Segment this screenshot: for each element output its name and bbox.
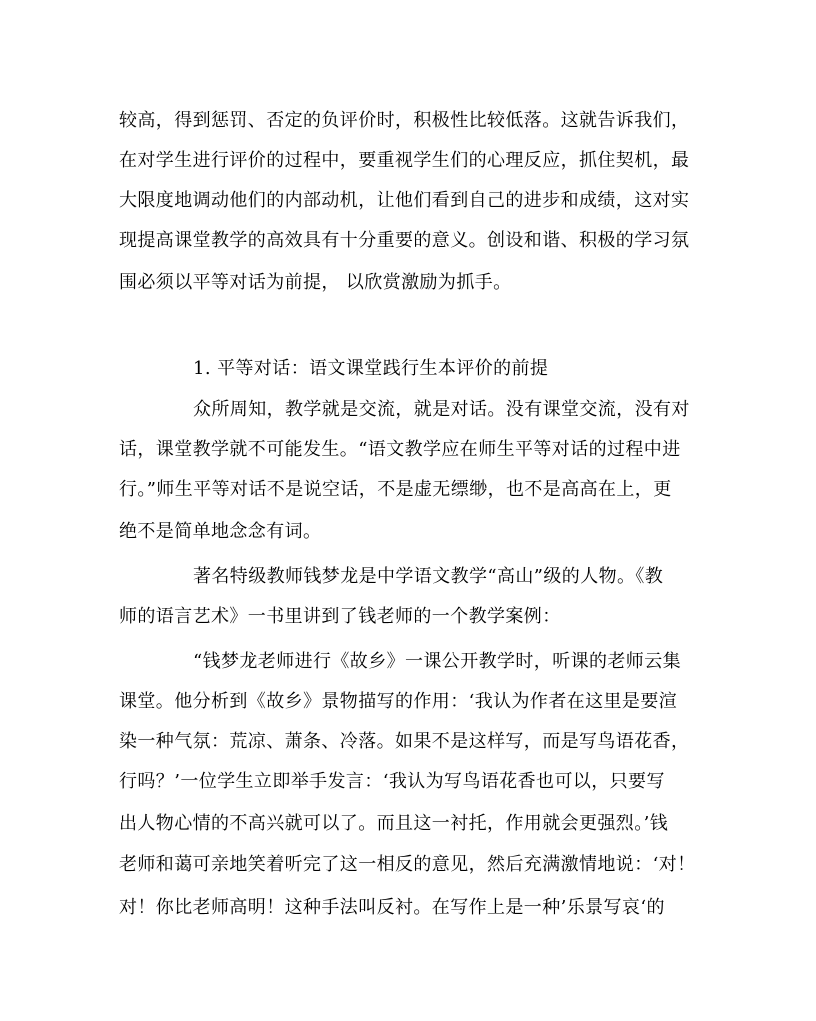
- text-line-11: 著名特级教师钱梦龙是中学语文教学“高山”级的人物。《教: [193, 566, 664, 587]
- text-line-4: 现提高课堂教学的高效具有十分重要的意义。创设和谐、积极的学习氛: [119, 230, 690, 251]
- text-line-3: 大限度地调动他们的内部动机，让他们看到自己的进步和成绩，这对实: [119, 190, 690, 211]
- text-line-10: 绝不是简单地念念有词。: [119, 521, 322, 542]
- text-line-8: 话，课堂教学就不可能发生。“语文教学应在师生平等对话的过程中进: [119, 439, 681, 460]
- text-line-1: 较高，得到惩罚、否定的负评价时，积极性比较低落。这就告诉我们，: [119, 110, 690, 131]
- text-line-16: 行吗？’一位学生立即举手发言：‘我认为写鸟语花香也可以，只要写: [119, 771, 665, 792]
- text-line-17: 出人物心情的不高兴就可以了。而且这一衬托，作用就会更强烈。’钱: [119, 813, 669, 834]
- section-heading: 1. 平等对话：语文课堂践行生本评价的前提: [193, 358, 549, 379]
- text-line-19: 对！你比老师高明！这种手法叫反衬。在写作上是一种’乐景写哀‘的: [119, 897, 665, 918]
- text-line-15: 染一种气氛：荒凉、萧条、冷落。如果不是这样写，而是写鸟语花香，: [119, 731, 690, 752]
- text-line-12: 师的语言艺术》一书里讲到了钱老师的一个教学案例：: [119, 606, 561, 627]
- text-line-9: 行。”师生平等对话不是说空话，不是虚无缥缈，也不是高高在上，更: [119, 479, 672, 500]
- text-line-14: 课堂。他分析到《故乡》景物描写的作用：‘我认为作者在这里是要渲: [119, 691, 678, 712]
- text-line-13: “钱梦龙老师进行《故乡》一课公开教学时，听课的老师云集: [193, 651, 681, 672]
- text-line-7: 众所周知，教学就是交流，就是对话。没有课堂交流，没有对: [193, 399, 690, 420]
- text-line-2: 在对学生进行评价的过程中，要重视学生们的心理反应，抓住契机，最: [119, 150, 690, 171]
- text-line-5: 围必须以平等对话为前提， 以欣赏激励为抓手。: [119, 272, 512, 293]
- text-line-18: 老师和蔼可亲地笑着听完了这一相反的意见，然后充满激情地说：‘对！: [119, 854, 696, 875]
